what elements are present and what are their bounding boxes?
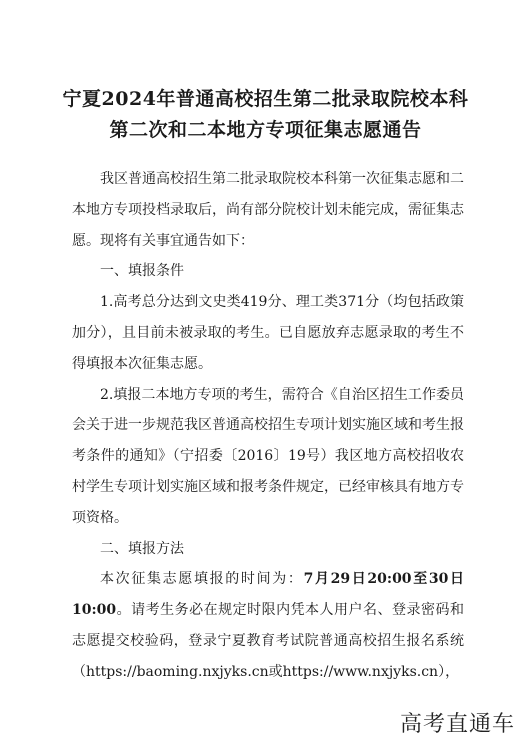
document-body xyxy=(72,164,464,688)
watermark-logo: 高考直通车 xyxy=(399,712,515,737)
section2-paragraph xyxy=(72,564,464,687)
section1-heading: 一、填报条件 xyxy=(100,263,184,280)
document-title-line1: 宁夏2024年普通高校招生第二批录取院校本科 xyxy=(62,88,469,110)
intro-paragraph: 我区普通高校招生第二批录取院校本科第一次征集志愿和二本地方专项投档录取后，尚有部分院校计划未能完成，需征集志愿。现将有关事宜通告如下： xyxy=(72,171,464,249)
section2-prefix: 本次征集志愿填报的时间为： xyxy=(100,571,304,588)
section2-heading: 二、填报方法 xyxy=(100,540,184,557)
section2-suffix: 。请考生务必在规定时限内凭本人用户名、登录密码和志愿提交校验码，登录宁夏教育考试院普通高校招生报名系统（https://baoming.nxjyks.cn或https://www.nxjyks.cn）， xyxy=(72,602,464,680)
section1-item2: 2.填报二本地方专项的考生，需符合《自治区招生工作委员会关于进一步规范我区普通高校招生专项计划实施区域和考生报考条件的通知》（宁招委〔2016〕19号）我区地方高校招收农村学生专项计划实施区域和报考条件规定，已经审核具有地方专项资格。 xyxy=(72,386,464,526)
section1-item1: 1.高考总分达到文史类419分、理工类371分（均包括政策加分），且目前未被录取的考生。已自愿放弃志愿录取的考生不得填报本次征集志愿。 xyxy=(72,294,464,372)
document-title-line2: 第二次和二本地方专项征集志愿通告 xyxy=(109,119,422,141)
deadline-time: 7月29日20:00至30日10:00 xyxy=(72,571,465,619)
